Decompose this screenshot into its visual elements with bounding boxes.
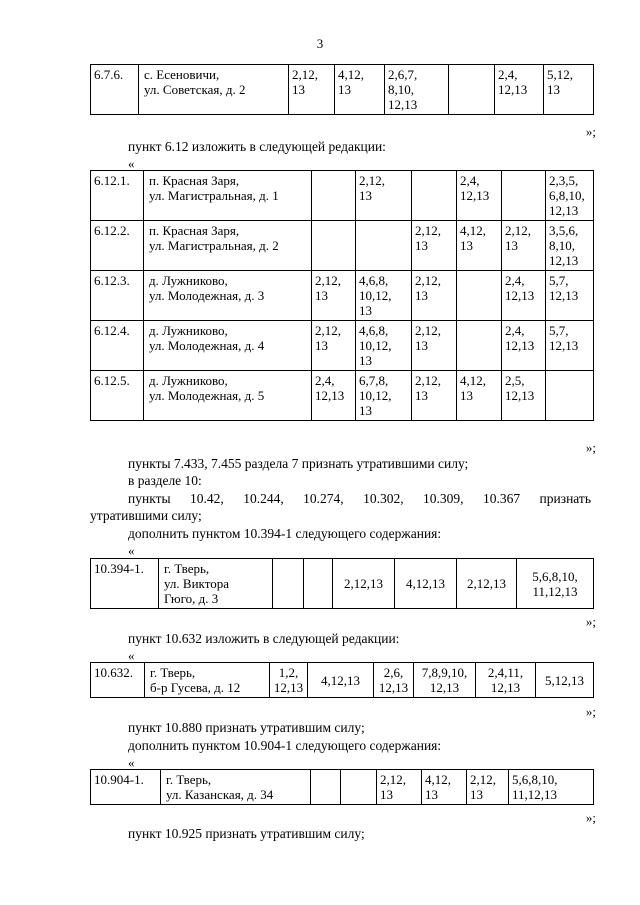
closing-quote-5: »; — [585, 810, 596, 825]
value-cell: 2,12, 13 — [312, 271, 356, 321]
table-row — [91, 663, 594, 698]
value-cell: 4,12,13 — [308, 663, 374, 698]
value-cell: 2,12, 13 — [412, 321, 457, 371]
table-612 — [90, 170, 594, 421]
value-cell: 5,6,8,10, 11,12,13 — [509, 770, 594, 805]
opening-quote-1: « — [128, 156, 135, 171]
table-row — [91, 271, 594, 321]
address-cell: д. Лужниково, ул. Молодежная, д. 4 — [144, 321, 312, 371]
value-cell: 2,12,13 — [333, 559, 395, 609]
value-cell: 2,12, 13 — [502, 221, 546, 271]
closing-quote-4: »; — [585, 704, 596, 719]
text-10632-intro: пункт 10.632 изложить в следующей редакции: — [128, 631, 400, 646]
row-number-cell: 10.904-1. — [91, 770, 161, 805]
value-cell: 2,4, 12,13 — [502, 321, 546, 371]
row-number-cell: 6.12.5. — [91, 371, 144, 421]
value-cell: 5,7, 12,13 — [546, 271, 594, 321]
table-row — [91, 65, 594, 115]
value-cell: 3,5,6, 8,10, 12,13 — [546, 221, 594, 271]
row-number-cell: 6.12.3. — [91, 271, 144, 321]
value-cell: 2,12,13 — [457, 559, 517, 609]
value-cell: 6,7,8, 10,12, 13 — [356, 371, 412, 421]
value-cell: 2,12, 13 — [412, 271, 457, 321]
value-cell — [412, 171, 457, 221]
value-cell: 4,12, 13 — [457, 221, 502, 271]
value-cell: 5,6,8,10, 11,12,13 — [517, 559, 594, 609]
table-10394-1 — [90, 558, 594, 609]
opening-quote-2: « — [128, 543, 135, 558]
address-cell: с. Есеновичи, ул. Советская, д. 2 — [139, 65, 289, 115]
value-cell: 2,12, 13 — [412, 221, 457, 271]
address-cell: п. Красная Заря, ул. Магистральная, д. 1 — [144, 171, 312, 221]
row-number-cell: 6.7.6. — [91, 65, 139, 115]
row-number-cell: 6.12.4. — [91, 321, 144, 371]
value-cell — [457, 321, 502, 371]
value-cell: 2,12, 13 — [377, 770, 422, 805]
value-cell: 4,12, 13 — [422, 770, 467, 805]
value-cell: 4,12, 13 — [335, 65, 385, 115]
text-10880: пункт 10.880 признать утратившим силу; — [128, 720, 365, 735]
value-cell: 2,5, 12,13 — [502, 371, 546, 421]
value-cell — [502, 171, 546, 221]
row-number-cell: 10.394-1. — [91, 559, 159, 609]
value-cell: 2,4,11, 12,13 — [476, 663, 536, 698]
text-section-10: в разделе 10: — [128, 473, 202, 488]
table-10904-1 — [90, 769, 594, 805]
value-cell: 2,6,7, 8,10, 12,13 — [385, 65, 449, 115]
value-cell: 4,12,13 — [395, 559, 457, 609]
table-row — [91, 221, 594, 271]
text-10904-intro: дополнить пунктом 10.904-1 следующего содержания: — [128, 738, 442, 753]
value-cell: 5,7, 12,13 — [546, 321, 594, 371]
address-cell: д. Лужниково, ул. Молодежная, д. 5 — [144, 371, 312, 421]
closing-quote-2: »; — [585, 440, 596, 455]
value-cell: 2,12, 13 — [312, 321, 356, 371]
value-cell: 7,8,9,10, 12,13 — [414, 663, 476, 698]
value-cell — [273, 559, 304, 609]
value-cell: 2,4, 12,13 — [495, 65, 544, 115]
opening-quote-3: « — [128, 648, 135, 663]
text-10925: пункт 10.925 признать утратившим силу; — [128, 826, 365, 841]
row-number-cell: 6.12.1. — [91, 171, 144, 221]
value-cell: 4,12, 13 — [457, 371, 502, 421]
text-10-list-cont: утратившими силу; — [90, 508, 202, 523]
value-cell — [312, 221, 356, 271]
value-cell — [356, 221, 412, 271]
value-cell — [449, 65, 495, 115]
address-cell: г. Тверь, б-р Гусева, д. 12 — [145, 663, 270, 698]
value-cell: 2,12, 13 — [289, 65, 335, 115]
value-cell — [312, 171, 356, 221]
address-cell: п. Красная Заря, ул. Магистральная, д. 2 — [144, 221, 312, 271]
value-cell: 2,12, 13 — [467, 770, 509, 805]
row-number-cell: 6.12.2. — [91, 221, 144, 271]
closing-quote-1: »; — [585, 124, 596, 139]
address-cell: д. Лужниково, ул. Молодежная, д. 3 — [144, 271, 312, 321]
text-612-intro: пункт 6.12 изложить в следующей редакции: — [128, 139, 386, 154]
value-cell — [311, 770, 341, 805]
value-cell — [546, 371, 594, 421]
value-cell: 2,12, 13 — [356, 171, 412, 221]
value-cell: 1,2, 12,13 — [270, 663, 308, 698]
value-cell: 5,12, 13 — [544, 65, 594, 115]
address-cell: г. Тверь, ул. Виктора Гюго, д. 3 — [159, 559, 273, 609]
table-row — [91, 559, 594, 609]
value-cell — [304, 559, 333, 609]
value-cell: 5,12,13 — [536, 663, 594, 698]
value-cell — [341, 770, 377, 805]
value-cell — [457, 271, 502, 321]
address-cell: г. Тверь, ул. Казанская, д. 34 — [161, 770, 311, 805]
value-cell: 4,6,8, 10,12, 13 — [356, 271, 412, 321]
value-cell: 2,12, 13 — [412, 371, 457, 421]
table-10632 — [90, 662, 594, 698]
value-cell: 2,6, 12,13 — [374, 663, 414, 698]
value-cell: 2,4, 12,13 — [502, 271, 546, 321]
text-10-list: пункты 10.42, 10.244, 10.274, 10.302, 10.309, 10.367 признать — [128, 491, 591, 506]
table-row — [91, 171, 594, 221]
closing-quote-3: »; — [585, 614, 596, 629]
value-cell: 2,4, 12,13 — [312, 371, 356, 421]
value-cell: 2,3,5, 6,8,10, 12,13 — [546, 171, 594, 221]
row-number-cell: 10.632. — [91, 663, 145, 698]
value-cell: 2,4, 12,13 — [457, 171, 502, 221]
page-number: 3 — [316, 36, 324, 51]
table-676 — [90, 64, 594, 115]
opening-quote-4: « — [128, 755, 135, 770]
table-row — [91, 321, 594, 371]
table-row — [91, 770, 594, 805]
table-row — [91, 371, 594, 421]
text-7433: пункты 7.433, 7.455 раздела 7 признать утратившими силу; — [128, 456, 469, 471]
value-cell: 4,6,8, 10,12, 13 — [356, 321, 412, 371]
text-10394-intro: дополнить пунктом 10.394-1 следующего содержания: — [128, 526, 442, 541]
